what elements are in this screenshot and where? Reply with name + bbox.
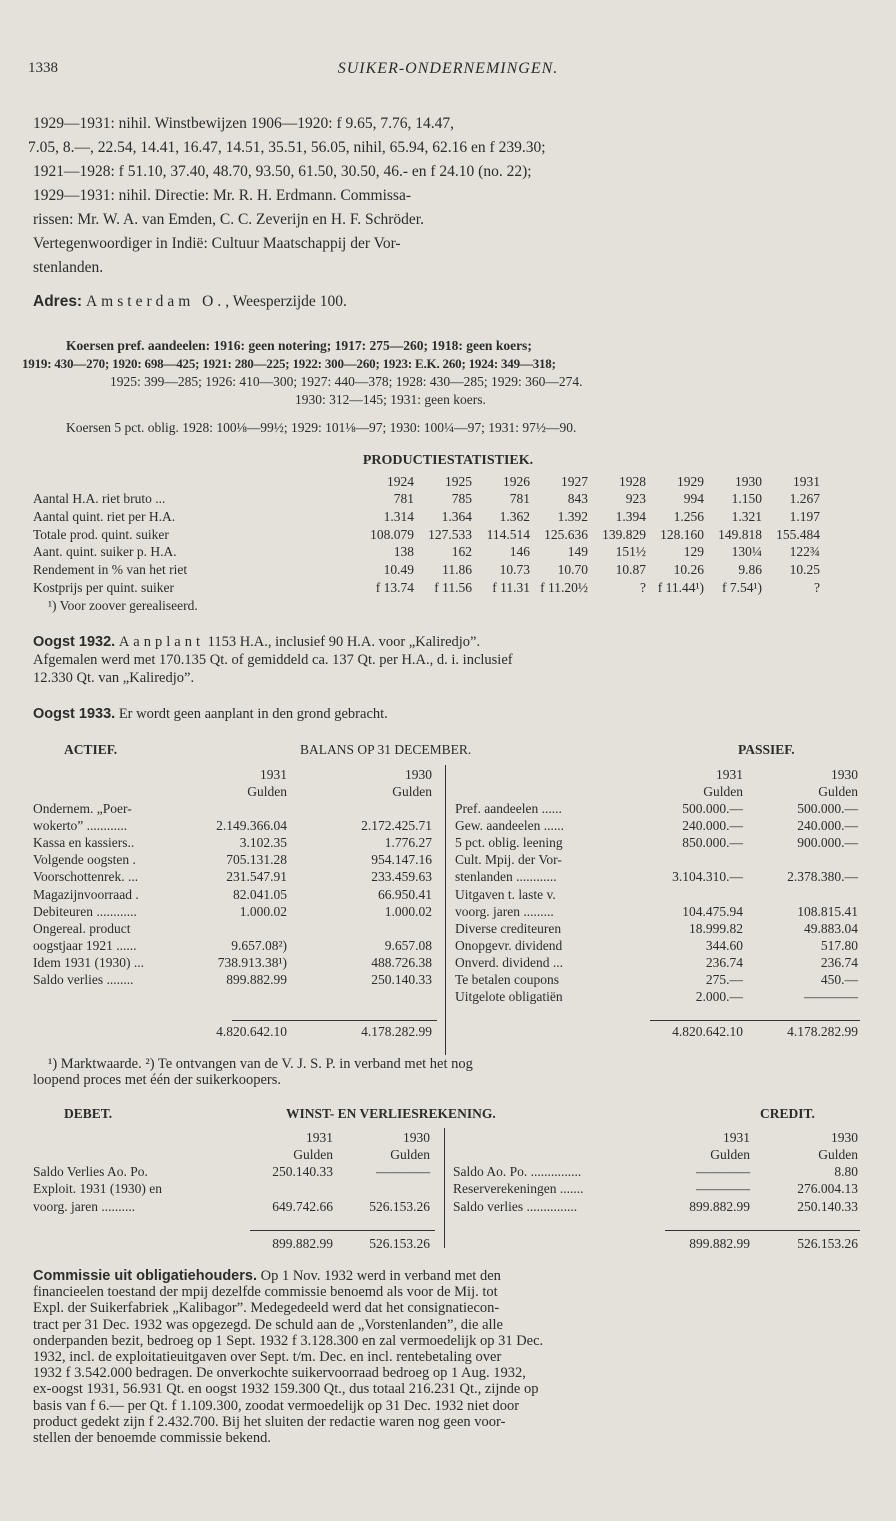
productie-year-header: 1930	[735, 474, 762, 489]
productie-row-label: Aantal quint. riet per H.A.	[33, 508, 176, 524]
productie-year-header: 1927	[561, 474, 588, 489]
productie-cell: 1.256	[673, 508, 704, 524]
commissie-line: ex-oogst 1931, 56.931 Qt. en oogst 1932 159.300 Qt., dus totaal 216.231 Qt., zijnde op	[33, 1381, 539, 1398]
balans-passief-label: voorg. jaren .........	[455, 903, 554, 919]
balans-actief-value: 488.726.38	[371, 954, 432, 970]
koersen-line-4: 1930: 312—145; 1931: geen koers.	[295, 392, 486, 407]
koersen-line-1	[66, 338, 532, 354]
balans-right-year: 1931	[716, 767, 743, 782]
balans-passief-value: 240.000.—	[797, 818, 858, 834]
balans-actief-value: 705.131.28	[226, 852, 287, 868]
wv-total-left: 899.882.99	[272, 1236, 333, 1251]
wv-debet-label: Exploit. 1931 (1930) en	[33, 1181, 162, 1197]
wv-credit-year: 1930	[831, 1130, 858, 1145]
balans-actief-value: 250.140.33	[371, 972, 432, 987]
balans-passief-value: 900.000.—	[797, 835, 858, 851]
wv-debet-label: voorg. jaren ..........	[33, 1198, 136, 1214]
wv-credit-label: Reserverekeningen .......	[453, 1181, 584, 1197]
balans-actief-label: wokerto” ............	[33, 818, 128, 834]
balans-actief-label: Volgende oogsten .	[33, 852, 136, 868]
productie-year-header: 1924	[387, 474, 414, 489]
wv-debet-unit: Gulden	[390, 1147, 430, 1162]
productie-cell: 10.25	[789, 562, 820, 578]
balans-passief-label: stenlanden ............	[455, 869, 557, 885]
intro-line: 1929—1931: nihil. Winstbewijzen 1906—1920: f 9.65, 7.76, 14.47,	[33, 115, 455, 132]
commissie-line: tract per 31 Dec. 1932 was opgezegd. De schuld aan de „Vorstenlanden”, die alle	[33, 1316, 503, 1333]
intro-line: rissen: Mr. W. A. van Emden, C. C. Zeverijn en H. F. Schröder.	[33, 211, 424, 228]
balans-passief-label: Gew. aandeelen ......	[455, 818, 564, 834]
adres-line	[33, 292, 347, 312]
intro-line: 7.05, 8.—, 22.54, 14.41, 16.47, 14.51, 35.51, 56.05, nihil, 65.94, 62.16 en f 239.30;	[28, 139, 546, 156]
wv-credit-value: 8.80	[834, 1164, 858, 1179]
balans-actief-value: 9.657.08²)	[231, 937, 287, 953]
productie-cell: f 11.44¹)	[657, 580, 704, 595]
balans-actief-value: 82.041.05	[233, 886, 287, 902]
koersen-line-3: 1925: 399—285; 1926: 410—300; 1927: 440—378; 1928: 430—285; 1929: 360—274.	[110, 374, 583, 389]
adres-city: Amsterdam O.	[85, 293, 226, 310]
oogst-1933-label: Oogst 1933.	[33, 706, 116, 722]
wv-debet-head: DEBET.	[64, 1106, 113, 1121]
productie-year-header: 1931	[793, 474, 820, 489]
wv-total-right: 526.153.26	[797, 1236, 858, 1251]
balans-passief-value: 236.74	[705, 954, 743, 970]
balans-actief-value: 1.000.02	[384, 903, 432, 919]
balans-actief-label: oogstjaar 1921 ......	[33, 937, 137, 953]
oogst-1933-text: Er wordt geen aanplant in den grond gebracht.	[118, 706, 388, 722]
balans-left-year: 1930	[405, 767, 432, 782]
balans-title: BALANS OP 31 DECEMBER.	[300, 742, 472, 757]
wv-total-right: 899.882.99	[689, 1236, 750, 1251]
wv-debet-value: ————	[376, 1164, 430, 1179]
productie-cell: 130¼	[731, 544, 762, 560]
productie-cell: 139.829	[602, 526, 646, 542]
productie-year-header: 1926	[503, 474, 530, 489]
productie-cell: 149.818	[718, 526, 762, 542]
productie-year-header: 1929	[677, 474, 704, 489]
productie-cell: 1.314	[383, 508, 414, 524]
productie-cell: 10.49	[383, 562, 414, 578]
balans-passief-value: ————	[804, 989, 858, 1005]
balans-footnote-2: loopend proces met één der suikerkoopers.	[33, 1072, 282, 1088]
productie-cell: f 11.56	[434, 580, 472, 595]
oogst-1932-label: Oogst 1932.	[33, 634, 116, 650]
adres-label: Adres:	[33, 293, 83, 310]
commissie-line: Expl. der Suikerfabriek „Kalibagor”. Medegedeeld werd dat het consignatiecon-	[33, 1300, 500, 1317]
balans-passief-value: 850.000.—	[682, 835, 743, 851]
productie-cell: 1.362	[499, 508, 530, 524]
balans-actief-head: ACTIEF.	[64, 742, 118, 757]
productie-cell: 10.26	[673, 562, 704, 578]
wv-credit-unit: Gulden	[818, 1147, 858, 1162]
commissie-paragraph	[33, 1268, 863, 1446]
page-number: 1338	[28, 60, 58, 76]
productie-cell: 149	[567, 544, 588, 560]
productie-cell: 114.514	[486, 526, 530, 542]
koersen-label: Koersen pref. aandeelen:	[66, 338, 211, 353]
productie-cell: f 11.20½	[540, 580, 588, 595]
balans-passief-label: Pref. aandeelen ......	[455, 801, 562, 816]
oogst-1932-line-2: Afgemalen werd met 170.135 Qt. of gemiddeld ca. 137 Qt. per H.A., d. i. inclusief	[33, 652, 513, 668]
wv-credit-value: 250.140.33	[797, 1198, 858, 1214]
balans-passief-value: 104.475.94	[682, 903, 743, 919]
intro-line: 1929—1931: nihil. Directie: Mr. R. H. Erdmann. Commissa-	[33, 187, 411, 204]
balans-actief-label: Idem 1931 (1930) ...	[33, 954, 144, 970]
productie-cell: 122¾	[789, 544, 820, 560]
balans-passief-value: 500.000.—	[797, 801, 858, 816]
balans-passief-value: 18.999.82	[689, 920, 743, 936]
koersen-line-2: 1919: 430—270; 1920: 698—425; 1921: 280—225; 1922: 300—260; 1923: E.K. 260; 1924: 349—318;	[22, 356, 556, 371]
balans-passief-value: 450.—	[820, 972, 858, 987]
wv-credit-unit: Gulden	[710, 1147, 750, 1162]
koersen-oblig: Koersen 5 pct. oblig. 1928: 100⅛—99½; 1929: 101⅛—97; 1930: 100¼—97; 1931: 97½—90.	[66, 420, 577, 435]
balans-right-year: 1930	[831, 767, 858, 782]
adres-street: , Weesperzijde 100.	[225, 293, 347, 310]
balans-actief-value: 231.547.91	[226, 869, 287, 885]
wv-title: WINST- EN VERLIESREKENING.	[286, 1106, 496, 1121]
oogst-1932-text-1: 1153 H.A., inclusief 90 H.A. voor „Kaliredjo”.	[207, 634, 481, 650]
balans-passief-head: PASSIEF.	[738, 742, 795, 757]
balans-passief-value: 108.815.41	[797, 903, 858, 919]
balans-actief-value: 899.882.99	[226, 972, 287, 987]
balans-left-year: 1931	[260, 767, 287, 782]
balans-actief-label: Saldo verlies ........	[33, 972, 134, 987]
productie-row-label: Rendement in % van het riet	[33, 562, 188, 578]
balans-actief-value: 954.147.16	[371, 852, 432, 868]
balans-actief-value: 2.172.425.71	[361, 818, 432, 834]
balans-passief-label: Cult. Mpij. der Vor-	[455, 852, 562, 868]
wv-total-rule	[250, 1230, 435, 1231]
balans-total-right: 4.178.282.99	[787, 1024, 858, 1039]
balans-total-rule	[232, 1020, 437, 1021]
intro-line: stenlanden.	[33, 259, 104, 276]
balans-passief-value: 275.—	[705, 972, 743, 987]
productie-cell: 138	[393, 544, 414, 560]
balans-passief-value: 3.104.310.—	[672, 869, 743, 885]
page-header	[0, 60, 896, 84]
balans-passief-value: 49.883.04	[804, 920, 858, 936]
wv-total-left: 526.153.26	[369, 1236, 430, 1251]
wv-credit-value: 899.882.99	[689, 1198, 750, 1214]
balans-total-rule	[650, 1020, 860, 1021]
balans-passief-value: 236.74	[820, 954, 858, 970]
productie-cell: 9.86	[738, 562, 762, 578]
wv-debet-value: 526.153.26	[369, 1198, 430, 1214]
balans-actief-label: Ongereal. product	[33, 920, 131, 936]
wv-credit-label: Saldo Ao. Po. ...............	[453, 1164, 582, 1179]
productie-cell: ?	[814, 580, 820, 595]
oogst-1932-line-3: 12.330 Qt. van „Kaliredjo”.	[33, 670, 195, 686]
productie-cell: 10.73	[499, 562, 530, 578]
commissie-line: 1932, incl. de exploitatieuitgaven over Sept. t/m. Dec. en incl. rentebetaling over	[33, 1349, 502, 1366]
productie-cell: 10.87	[615, 562, 646, 578]
balans-actief-value: 66.950.41	[378, 886, 432, 902]
balans-divider	[445, 765, 446, 1055]
balans-passief-label: Uitgelote obligatiën	[455, 989, 563, 1005]
productie-cell: 994	[683, 491, 704, 506]
productie-cell: 843	[567, 491, 588, 506]
wv-debet-year: 1930	[403, 1130, 430, 1145]
productie-cell: 1.150	[731, 491, 762, 506]
balans-total-right: 4.820.642.10	[672, 1024, 743, 1039]
wv-debet-unit: Gulden	[293, 1147, 333, 1162]
productie-row-label: Aantal H.A. riet bruto ...	[33, 491, 166, 506]
balans-passief-label: Onverd. dividend ...	[455, 954, 563, 970]
wv-credit-value: 276.004.13	[797, 1181, 858, 1197]
productie-cell: ?	[640, 580, 646, 595]
wv-credit-label: Saldo verlies ...............	[453, 1198, 578, 1214]
balans-actief-label: Voorschottenrek. ...	[33, 869, 139, 885]
commissie-line: onderpanden bezit, bedroeg op 1 Sept. 1932 f 3.128.300 en zal vermoedelijk op 31 Dec.	[33, 1332, 544, 1349]
balans-left-unit: Gulden	[392, 784, 432, 799]
oogst-1932-line-1	[33, 634, 480, 650]
commissie-line: financieelen toestand der mpij dezelfde commissie benoemd als voor de Mij. tot	[33, 1284, 498, 1301]
productie-cell: 151½	[615, 544, 646, 560]
productie-title: PRODUCTIESTATISTIEK.	[362, 453, 534, 468]
productie-row-label: Kostprijs per quint. suiker	[33, 580, 174, 595]
wv-total-rule	[665, 1230, 860, 1231]
wv-debet-label: Saldo Verlies Ao. Po.	[33, 1164, 148, 1179]
wv-debet-value: 250.140.33	[272, 1164, 333, 1179]
balans-total-left: 4.820.642.10	[216, 1024, 287, 1039]
balans-actief-value: 233.459.63	[371, 869, 432, 885]
productie-row-label: Aant. quint. suiker p. H.A.	[33, 544, 177, 560]
productie-cell: 1.364	[441, 508, 472, 524]
balans-passief-value: 2.378.380.—	[787, 869, 858, 885]
balans-actief-value: 1.000.02	[239, 903, 287, 919]
wv-debet-year: 1931	[306, 1130, 333, 1145]
commissie-line: Op 1 Nov. 1932 werd in verband met den	[256, 1268, 501, 1284]
running-title: SUIKER-ONDERNEMINGEN.	[337, 60, 559, 77]
balans-passief-label: Diverse crediteuren	[455, 920, 562, 936]
commissie-line: stellen der benoemde commissie bekend.	[33, 1430, 271, 1447]
productie-cell: f 11.31	[492, 580, 530, 595]
productie-cell: 785	[451, 491, 472, 506]
productie-cell: 1.197	[789, 508, 820, 524]
intro-line: Vertegenwoordiger in Indië: Cultuur Maatschappij der Vor-	[33, 235, 401, 252]
productie-cell: 146	[509, 544, 530, 560]
balans-actief-value: 1.776.27	[384, 835, 432, 851]
wv-credit-year: 1931	[723, 1130, 750, 1145]
wv-divider	[444, 1128, 445, 1248]
balans-footnote-1: ¹) Marktwaarde. ²) Te ontvangen van de V. J. S. P. in verband met het nog	[48, 1056, 473, 1072]
productie-cell: f 13.74	[375, 580, 414, 595]
productie-cell: 155.484	[776, 526, 820, 542]
balans-passief-label: Te betalen coupons	[455, 972, 560, 987]
oogst-1933-line	[33, 706, 388, 722]
balans-actief-value: 9.657.08	[384, 937, 432, 953]
productie-cell: 781	[393, 491, 414, 506]
balans-passief-value: 500.000.—	[682, 801, 743, 816]
productie-cell: 162	[451, 544, 472, 560]
productie-year-header: 1928	[619, 474, 646, 489]
balans-actief-value: 738.913.38¹)	[217, 954, 287, 970]
commissie-line-first	[33, 1268, 863, 1284]
balans-actief-value: 3.102.35	[239, 835, 287, 851]
productie-cell: 781	[509, 491, 530, 506]
commissie-line: 1932 f 3.542.000 bedragen. De onverkochte suikervoorraad bedroeg op 1 Aug. 1932,	[33, 1365, 526, 1382]
productie-cell: 1.394	[615, 508, 646, 524]
wv-debet-value: 649.742.66	[272, 1198, 333, 1214]
productie-row-label: Totale prod. quint. suiker	[33, 526, 169, 542]
wv-credit-head: CREDIT.	[760, 1106, 815, 1121]
balans-right-unit: Gulden	[703, 784, 743, 799]
productie-cell: 108.079	[370, 526, 414, 542]
wv-credit-value: ————	[696, 1181, 750, 1197]
koersen-line1-text: 1916: geen notering; 1917: 275—260; 1918: geen koers;	[210, 338, 532, 353]
productie-footnote: ¹) Voor zoover gerealiseerd.	[48, 598, 198, 613]
balans-actief-label: Ondernem. „Poer-	[33, 801, 132, 816]
productie-cell: 10.70	[557, 562, 588, 578]
productie-cell: 1.392	[557, 508, 588, 524]
commissie-label: Commissie uit obligatiehouders.	[33, 1268, 257, 1284]
balans-total-left: 4.178.282.99	[361, 1024, 432, 1039]
balans-actief-value: 2.149.366.04	[216, 818, 287, 834]
productie-cell: 923	[625, 491, 646, 506]
balans-actief-label: Kassa en kassiers..	[33, 835, 135, 851]
productie-cell: 125.636	[544, 526, 588, 542]
balans-passief-value: 240.000.—	[682, 818, 743, 834]
productie-cell: 11.86	[442, 562, 472, 578]
commissie-line: product gedekt zijn f 2.432.700. Bij het sluiten der redactie waren nog geen voor-	[33, 1413, 506, 1430]
productie-cell: f 7.54¹)	[721, 580, 762, 595]
balans-actief-label: Debiteuren ............	[33, 903, 137, 919]
intro-line: 1921—1928: f 51.10, 37.40, 48.70, 93.50, 61.50, 30.50, 46.- en f 24.10 (no. 22);	[33, 163, 532, 180]
balans-passief-label: Uitgaven t. laste v.	[455, 886, 556, 902]
productie-cell: 127.533	[428, 526, 472, 542]
balans-left-unit: Gulden	[247, 784, 287, 799]
productie-year-header: 1925	[445, 474, 472, 489]
balans-passief-value: 344.60	[705, 937, 743, 953]
balans-right-unit: Gulden	[818, 784, 858, 799]
balans-passief-value: 2.000.—	[695, 989, 743, 1005]
balans-passief-label: 5 pct. oblig. leening	[455, 835, 563, 851]
productie-cell: 1.321	[731, 508, 762, 524]
productie-cell: 1.267	[789, 491, 820, 506]
productie-cell: 128.160	[660, 526, 704, 542]
balans-passief-label: Onopgevr. dividend	[455, 937, 563, 953]
commissie-line: basis van f 6.— per Qt. f 1.109.300, zoodat vermoedelijk op 31 Dec. 1932 niet door	[33, 1397, 520, 1414]
balans-actief-label: Magazijnvoorraad .	[33, 886, 139, 902]
wv-credit-value: ————	[696, 1164, 750, 1179]
balans-passief-value: 517.80	[820, 937, 858, 953]
oogst-1932-lead: Aanplant	[118, 634, 204, 650]
productie-cell: 129	[683, 544, 704, 560]
